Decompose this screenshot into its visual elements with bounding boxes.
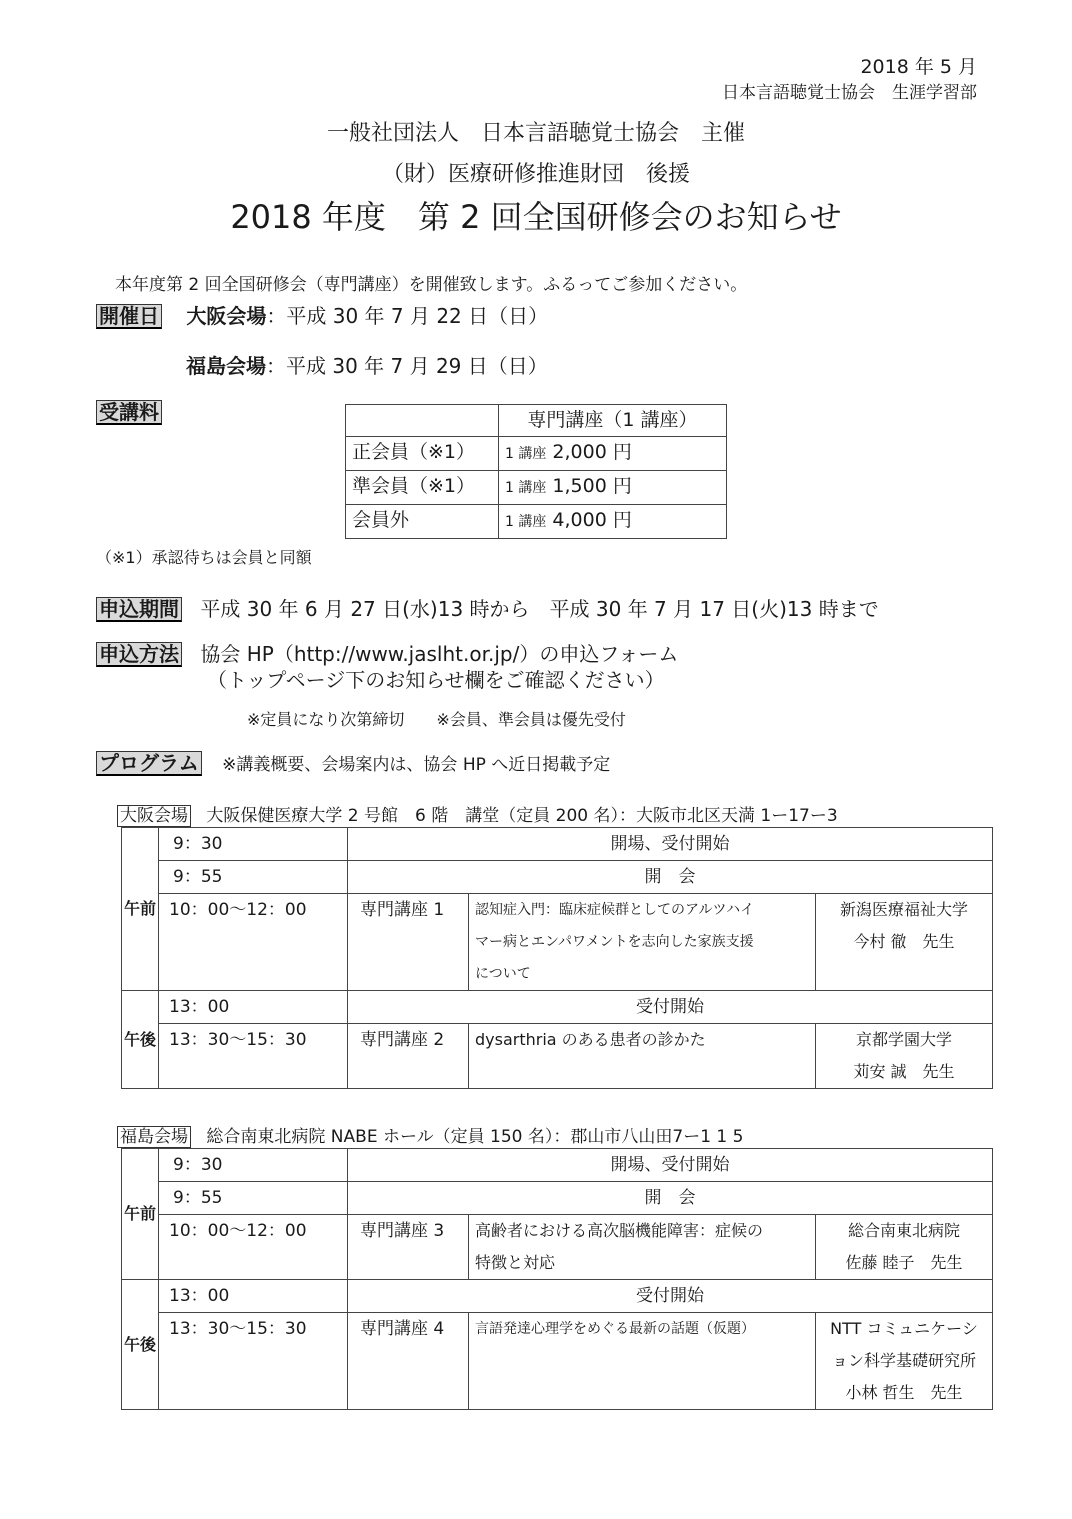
description-line: 高齢者における高次脳機能障害：症候の — [475, 1221, 764, 1240]
osaka-venue-line — [117, 801, 838, 826]
osaka-venue-label: 大阪会場 — [117, 805, 191, 827]
event-cell: 開 会 — [348, 861, 993, 894]
pm-cell: 午後 — [122, 991, 159, 1089]
description-line: 特徴と対応 — [475, 1253, 556, 1272]
dates-label: 開催日 — [96, 304, 162, 329]
event-cell: 開場、受付開始 — [348, 828, 993, 861]
osaka-venue-text: 大阪保健医療大学 2 号館 6 階 講堂（定員 200 名）：大阪市北区天満 1ー17ー3 — [206, 806, 838, 826]
method-line1: 協会 HP（http://www.jaslht.or.jp/）の申込フォーム — [200, 642, 679, 666]
instructor-cell — [816, 1024, 993, 1089]
table-row — [122, 1215, 993, 1280]
instructor-affiliation: 京都学園大学 — [855, 1030, 952, 1049]
time-cell: 10：00～12：00 — [159, 1215, 348, 1280]
table-row — [122, 1280, 993, 1313]
fukushima-program-table — [121, 1148, 993, 1410]
fee-label: 受講料 — [96, 400, 162, 425]
time-cell: 9：55 — [159, 861, 348, 894]
issuer: 日本言語聴覚士協会 生涯学習部 — [722, 83, 977, 103]
pm-cell: 午後 — [122, 1280, 159, 1410]
instructor-affiliation: 新潟医療福祉大学 — [839, 900, 968, 919]
method-label: 申込方法 — [96, 642, 182, 667]
course-cell: 専門講座 4 — [348, 1313, 469, 1410]
course-cell: 専門講座 2 — [348, 1024, 469, 1089]
instructor-cell — [816, 894, 993, 991]
fee-unit: 1 講座 — [505, 480, 547, 496]
table-row — [122, 828, 993, 861]
time-cell: 13：30～15：30 — [159, 1313, 348, 1410]
fee-price-cell — [499, 471, 727, 505]
dates-row-osaka — [96, 300, 548, 329]
fee-price: 2,000 円 — [552, 441, 632, 463]
instructor-name: 小林 哲生 先生 — [845, 1383, 963, 1402]
table-row — [122, 894, 993, 991]
course-cell: 専門講座 1 — [348, 894, 469, 991]
period-label: 申込期間 — [96, 597, 182, 622]
page-title: 2018 年度 第 2 回全国研修会のお知らせ — [230, 198, 842, 236]
table-row — [122, 991, 993, 1024]
supporter: （財）医療研修推進財団 後援 — [381, 162, 690, 187]
method-row — [96, 638, 678, 667]
fee-header-row — [346, 405, 727, 437]
am-cell: 午前 — [122, 1149, 159, 1280]
document-date: 2018 年 5 月 — [860, 56, 977, 78]
program-note: ※講義概要、会場案内は、協会 HP へ近日掲載予定 — [222, 755, 611, 775]
fukushima-venue-line — [117, 1122, 743, 1147]
instructor-affiliation: ョン科学基礎研究所 — [831, 1351, 976, 1370]
fee-header-empty — [346, 405, 499, 437]
instructor-cell — [816, 1313, 993, 1410]
time-cell: 13：30～15：30 — [159, 1024, 348, 1089]
fee-label-wrap — [96, 400, 162, 425]
instructor-name: 苅安 誠 先生 — [853, 1062, 955, 1081]
event-cell: 受付開始 — [348, 991, 993, 1024]
instructor-affiliation: NTT コミュニケーシ — [830, 1319, 978, 1338]
description-cell — [469, 1215, 816, 1280]
table-row — [122, 1182, 993, 1215]
fukushima-venue-name: 福島会場 — [186, 354, 266, 378]
description-cell: dysarthria のある患者の診かた — [469, 1024, 816, 1089]
time-cell: 9：30 — [159, 828, 348, 861]
table-row — [122, 1024, 993, 1089]
time-cell: 9：30 — [159, 1149, 348, 1182]
method-note: ※定員になり次第締切 ※会員、準会員は優先受付 — [247, 710, 626, 729]
fee-member-type: 準会員（※1） — [346, 471, 499, 505]
table-row — [122, 1313, 993, 1410]
description-line: について — [475, 966, 531, 982]
time-cell: 9：55 — [159, 1182, 348, 1215]
fukushima-venue-text: 総合南東北病院 NABE ホール（定員 150 名）：郡山市八山田7ー1 1 5 — [206, 1127, 744, 1147]
course-cell: 専門講座 3 — [348, 1215, 469, 1280]
fee-member-type: 正会員（※1） — [346, 437, 499, 471]
description-line: 認知症入門：臨床症候群としてのアルツハイ — [475, 902, 755, 918]
period-text: 平成 30 年 6 月 27 日(水)13 時から 平成 30 年 7 月 17 日(火)13 時まで — [200, 597, 879, 621]
instructor-cell — [816, 1215, 993, 1280]
dates-row-fukushima — [186, 350, 548, 379]
fee-price: 1,500 円 — [552, 475, 632, 497]
fukushima-date: ：平成 30 年 7 月 29 日（日） — [266, 354, 548, 378]
time-cell: 13：00 — [159, 991, 348, 1024]
fee-unit: 1 講座 — [505, 514, 547, 530]
period-row — [96, 593, 879, 622]
event-cell: 開 会 — [348, 1182, 993, 1215]
description-line: マー病とエンパワメントを志向した家族支援 — [475, 934, 754, 950]
instructor-name: 佐藤 睦子 先生 — [845, 1253, 963, 1272]
instructor-name: 今村 徹 先生 — [853, 932, 955, 951]
fee-row — [346, 437, 727, 471]
event-cell: 開場、受付開始 — [348, 1149, 993, 1182]
program-label: プログラム — [96, 751, 202, 776]
time-cell: 13：00 — [159, 1280, 348, 1313]
fee-note: （※1）承認待ちは会員と同額 — [96, 548, 312, 567]
osaka-date: ：平成 30 年 7 月 22 日（日） — [266, 304, 549, 328]
table-row — [122, 861, 993, 894]
osaka-program-table — [121, 827, 993, 1089]
fee-member-type: 会員外 — [346, 505, 499, 539]
table-row — [122, 1149, 993, 1182]
fee-price: 4,000 円 — [552, 509, 632, 531]
instructor-affiliation: 総合南東北病院 — [847, 1221, 960, 1240]
program-row — [96, 750, 610, 776]
am-cell: 午前 — [122, 828, 159, 991]
method-line2: （トップページ下のお知らせ欄をご確認ください） — [207, 668, 665, 692]
organizer: 一般社団法人 日本言語聴覚士協会 主催 — [326, 121, 745, 146]
event-cell: 受付開始 — [348, 1280, 993, 1313]
description-cell: 言語発達心理学をめぐる最新の話題（仮題） — [469, 1313, 816, 1410]
fee-unit: 1 講座 — [505, 446, 547, 462]
description-cell — [469, 894, 816, 991]
time-cell: 10：00～12：00 — [159, 894, 348, 991]
intro-text: 本年度第 2 回全国研修会（専門講座）を開催致します。ふるってご参加ください。 — [115, 275, 748, 295]
fee-price-cell — [499, 505, 727, 539]
fee-price-cell — [499, 437, 727, 471]
fee-row — [346, 471, 727, 505]
fukushima-venue-label: 福島会場 — [117, 1126, 191, 1148]
fee-table — [345, 404, 727, 539]
osaka-venue-name: 大阪会場 — [186, 304, 267, 328]
fee-row — [346, 505, 727, 539]
fee-header: 専門講座（1 講座） — [499, 405, 727, 437]
